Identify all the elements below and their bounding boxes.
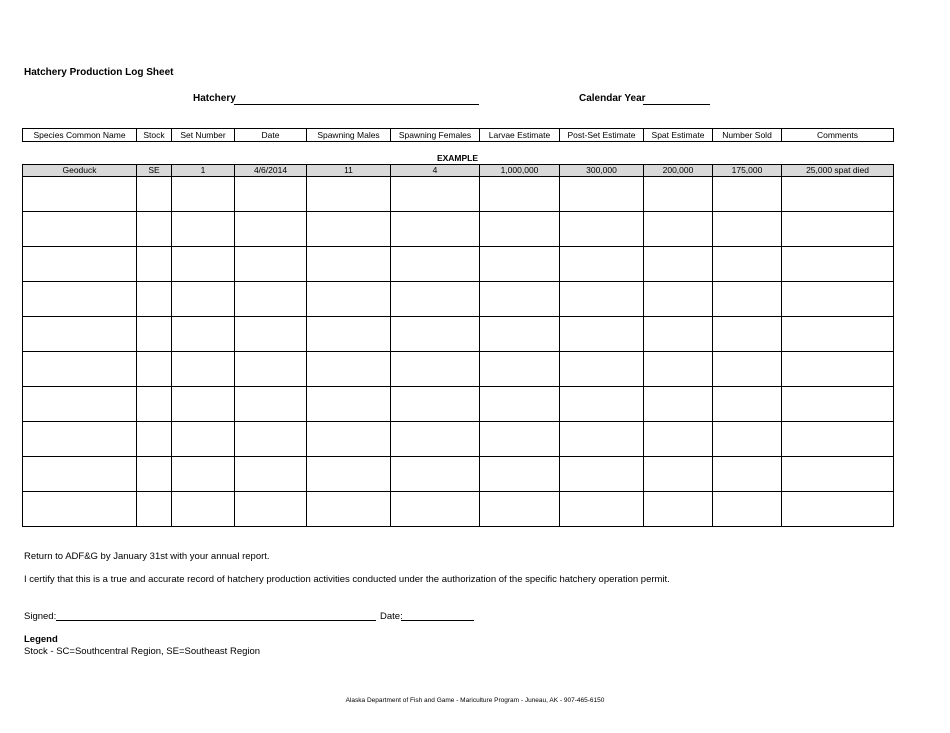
signature-field[interactable] <box>56 620 376 621</box>
entry-cell[interactable] <box>172 457 235 492</box>
column-header: Date <box>235 129 307 142</box>
entry-cell[interactable] <box>560 352 644 387</box>
entry-cell[interactable] <box>23 422 137 457</box>
column-header-row <box>23 129 894 142</box>
entry-cell[interactable] <box>644 457 713 492</box>
column-header: Post-Set Estimate <box>560 129 644 142</box>
entry-cell[interactable] <box>644 282 713 317</box>
entry-row <box>23 387 894 422</box>
entry-cell[interactable] <box>307 247 391 282</box>
entry-cell[interactable] <box>713 247 782 282</box>
entry-cell[interactable] <box>23 282 137 317</box>
entry-cell[interactable] <box>391 457 480 492</box>
example-label: EXAMPLE <box>436 153 479 163</box>
entry-cell[interactable] <box>137 387 172 422</box>
entry-cell[interactable] <box>782 247 894 282</box>
entry-cell[interactable] <box>644 317 713 352</box>
entry-cell[interactable] <box>137 457 172 492</box>
entry-cell[interactable] <box>644 247 713 282</box>
entry-cell[interactable] <box>480 492 560 527</box>
entry-cell[interactable] <box>137 247 172 282</box>
entry-cell[interactable] <box>713 387 782 422</box>
entry-cell[interactable] <box>23 247 137 282</box>
entry-row <box>23 282 894 317</box>
entry-cell[interactable] <box>23 317 137 352</box>
entry-cell[interactable] <box>713 282 782 317</box>
entry-cell[interactable] <box>782 457 894 492</box>
entry-cell[interactable] <box>480 282 560 317</box>
entry-cell[interactable] <box>560 282 644 317</box>
entry-row <box>23 247 894 282</box>
entry-cell[interactable] <box>235 317 307 352</box>
entry-cell[interactable] <box>235 247 307 282</box>
column-header: Comments <box>782 129 894 142</box>
entry-cell[interactable] <box>137 352 172 387</box>
entry-cell[interactable] <box>782 352 894 387</box>
entry-cell[interactable] <box>713 422 782 457</box>
entry-cell[interactable] <box>391 352 480 387</box>
example-cell: 25,000 spat died <box>782 165 894 177</box>
entry-cell[interactable] <box>235 282 307 317</box>
example-cell: 11 <box>307 165 391 177</box>
entry-cell[interactable] <box>480 457 560 492</box>
entry-cell[interactable] <box>137 317 172 352</box>
example-cell: 4 <box>391 165 480 177</box>
legend-text: Stock - SC=Southcentral Region, SE=Southeast Region <box>24 646 261 657</box>
entry-cell[interactable] <box>560 387 644 422</box>
entry-cell[interactable] <box>23 457 137 492</box>
entry-cell[interactable] <box>644 422 713 457</box>
entry-cell[interactable] <box>560 422 644 457</box>
entry-cell[interactable] <box>560 492 644 527</box>
entry-cell[interactable] <box>172 387 235 422</box>
column-header: Stock <box>137 129 172 142</box>
entry-cell[interactable] <box>172 212 235 247</box>
entry-cell[interactable] <box>307 282 391 317</box>
entry-cell[interactable] <box>23 177 137 212</box>
entry-cell[interactable] <box>172 352 235 387</box>
entry-cell[interactable] <box>137 492 172 527</box>
column-header: Species Common Name <box>23 129 137 142</box>
entry-cell[interactable] <box>560 457 644 492</box>
entry-cell[interactable] <box>137 212 172 247</box>
legend-title: Legend <box>24 634 58 645</box>
entry-cell[interactable] <box>391 247 480 282</box>
entry-cell[interactable] <box>391 492 480 527</box>
entry-cell[interactable] <box>23 212 137 247</box>
column-header: Spawning Females <box>391 129 480 142</box>
entry-cell[interactable] <box>782 387 894 422</box>
column-header: Larvae Estimate <box>480 129 560 142</box>
entry-cell[interactable] <box>307 352 391 387</box>
return-note: Return to ADF&G by January 31st with your annual report. <box>24 551 270 562</box>
entry-cell[interactable] <box>480 422 560 457</box>
example-cell: 300,000 <box>560 165 644 177</box>
entry-cell[interactable] <box>391 177 480 212</box>
page-title: Hatchery Production Log Sheet <box>24 67 174 78</box>
entry-cell[interactable] <box>172 282 235 317</box>
entry-cell[interactable] <box>172 177 235 212</box>
entry-cell[interactable] <box>480 177 560 212</box>
entry-cell[interactable] <box>782 282 894 317</box>
entry-cell[interactable] <box>560 317 644 352</box>
entry-cell[interactable] <box>307 492 391 527</box>
entry-cell[interactable] <box>480 317 560 352</box>
entry-cell[interactable] <box>307 177 391 212</box>
entry-cell[interactable] <box>235 212 307 247</box>
entry-cell[interactable] <box>172 317 235 352</box>
date-field[interactable] <box>401 620 474 621</box>
column-header: Set Number <box>172 129 235 142</box>
entry-cell[interactable] <box>782 317 894 352</box>
entry-cell[interactable] <box>307 457 391 492</box>
calendar-year-field[interactable] <box>643 104 710 105</box>
entry-cell[interactable] <box>137 177 172 212</box>
example-cell: 1 <box>172 165 235 177</box>
signed-label: Signed: <box>24 611 57 622</box>
entry-cell[interactable] <box>23 492 137 527</box>
column-header-table <box>22 128 894 142</box>
example-cell: 200,000 <box>644 165 713 177</box>
hatchery-label: Hatchery <box>193 93 236 104</box>
entry-cell[interactable] <box>391 282 480 317</box>
entry-cell[interactable] <box>307 387 391 422</box>
entry-cell[interactable] <box>713 317 782 352</box>
entry-cell[interactable] <box>560 177 644 212</box>
entry-cell[interactable] <box>391 422 480 457</box>
entry-cell[interactable] <box>391 317 480 352</box>
entry-cell[interactable] <box>713 492 782 527</box>
entry-cell[interactable] <box>235 492 307 527</box>
entry-cell[interactable] <box>782 212 894 247</box>
entry-cell[interactable] <box>391 212 480 247</box>
log-table <box>22 164 894 527</box>
entry-cell[interactable] <box>782 422 894 457</box>
calendar-year-label: Calendar Year <box>579 93 646 104</box>
entry-cell[interactable] <box>713 212 782 247</box>
entry-row <box>23 422 894 457</box>
entry-cell[interactable] <box>644 352 713 387</box>
entry-row <box>23 317 894 352</box>
entry-cell[interactable] <box>560 212 644 247</box>
entry-cell[interactable] <box>713 177 782 212</box>
entry-cell[interactable] <box>713 457 782 492</box>
hatchery-field[interactable] <box>234 104 479 105</box>
entry-cell[interactable] <box>480 212 560 247</box>
column-header: Spawning Males <box>307 129 391 142</box>
entry-row <box>23 352 894 387</box>
example-row <box>23 165 894 177</box>
example-cell: 4/6/2014 <box>235 165 307 177</box>
example-cell: SE <box>137 165 172 177</box>
certification-statement: I certify that this is a true and accurate record of hatchery production activities conducted under the authorization of the specific hatchery operation permit. <box>24 574 670 585</box>
entry-row <box>23 212 894 247</box>
entry-cell[interactable] <box>644 387 713 422</box>
entry-cell[interactable] <box>235 457 307 492</box>
entry-row <box>23 492 894 527</box>
entry-cell[interactable] <box>23 387 137 422</box>
entry-cell[interactable] <box>307 212 391 247</box>
footer: Alaska Department of Fish and Game - Mariculture Program - Juneau, AK - 907-465-6150 <box>345 697 605 704</box>
entry-cell[interactable] <box>172 492 235 527</box>
entry-cell[interactable] <box>391 387 480 422</box>
entry-cell[interactable] <box>235 177 307 212</box>
example-cell: 1,000,000 <box>480 165 560 177</box>
entry-cell[interactable] <box>480 387 560 422</box>
entry-cell[interactable] <box>644 212 713 247</box>
entry-cell[interactable] <box>307 317 391 352</box>
example-cell: Geoduck <box>23 165 137 177</box>
entry-cell[interactable] <box>560 247 644 282</box>
entry-cell[interactable] <box>235 352 307 387</box>
entry-cell[interactable] <box>782 492 894 527</box>
entry-cell[interactable] <box>307 422 391 457</box>
entry-row <box>23 457 894 492</box>
entry-cell[interactable] <box>172 422 235 457</box>
entry-cell[interactable] <box>480 352 560 387</box>
column-header: Spat Estimate <box>644 129 713 142</box>
entry-cell[interactable] <box>782 177 894 212</box>
example-cell: 175,000 <box>713 165 782 177</box>
entry-cell[interactable] <box>23 352 137 387</box>
entry-cell[interactable] <box>235 387 307 422</box>
entry-cell[interactable] <box>235 422 307 457</box>
entry-cell[interactable] <box>713 352 782 387</box>
entry-cell[interactable] <box>137 422 172 457</box>
entry-row <box>23 177 894 212</box>
entry-cell[interactable] <box>644 492 713 527</box>
entry-cell[interactable] <box>137 282 172 317</box>
column-header: Number Sold <box>713 129 782 142</box>
date-label: Date: <box>380 611 403 622</box>
entry-cell[interactable] <box>172 247 235 282</box>
entry-cell[interactable] <box>480 247 560 282</box>
entry-cell[interactable] <box>644 177 713 212</box>
